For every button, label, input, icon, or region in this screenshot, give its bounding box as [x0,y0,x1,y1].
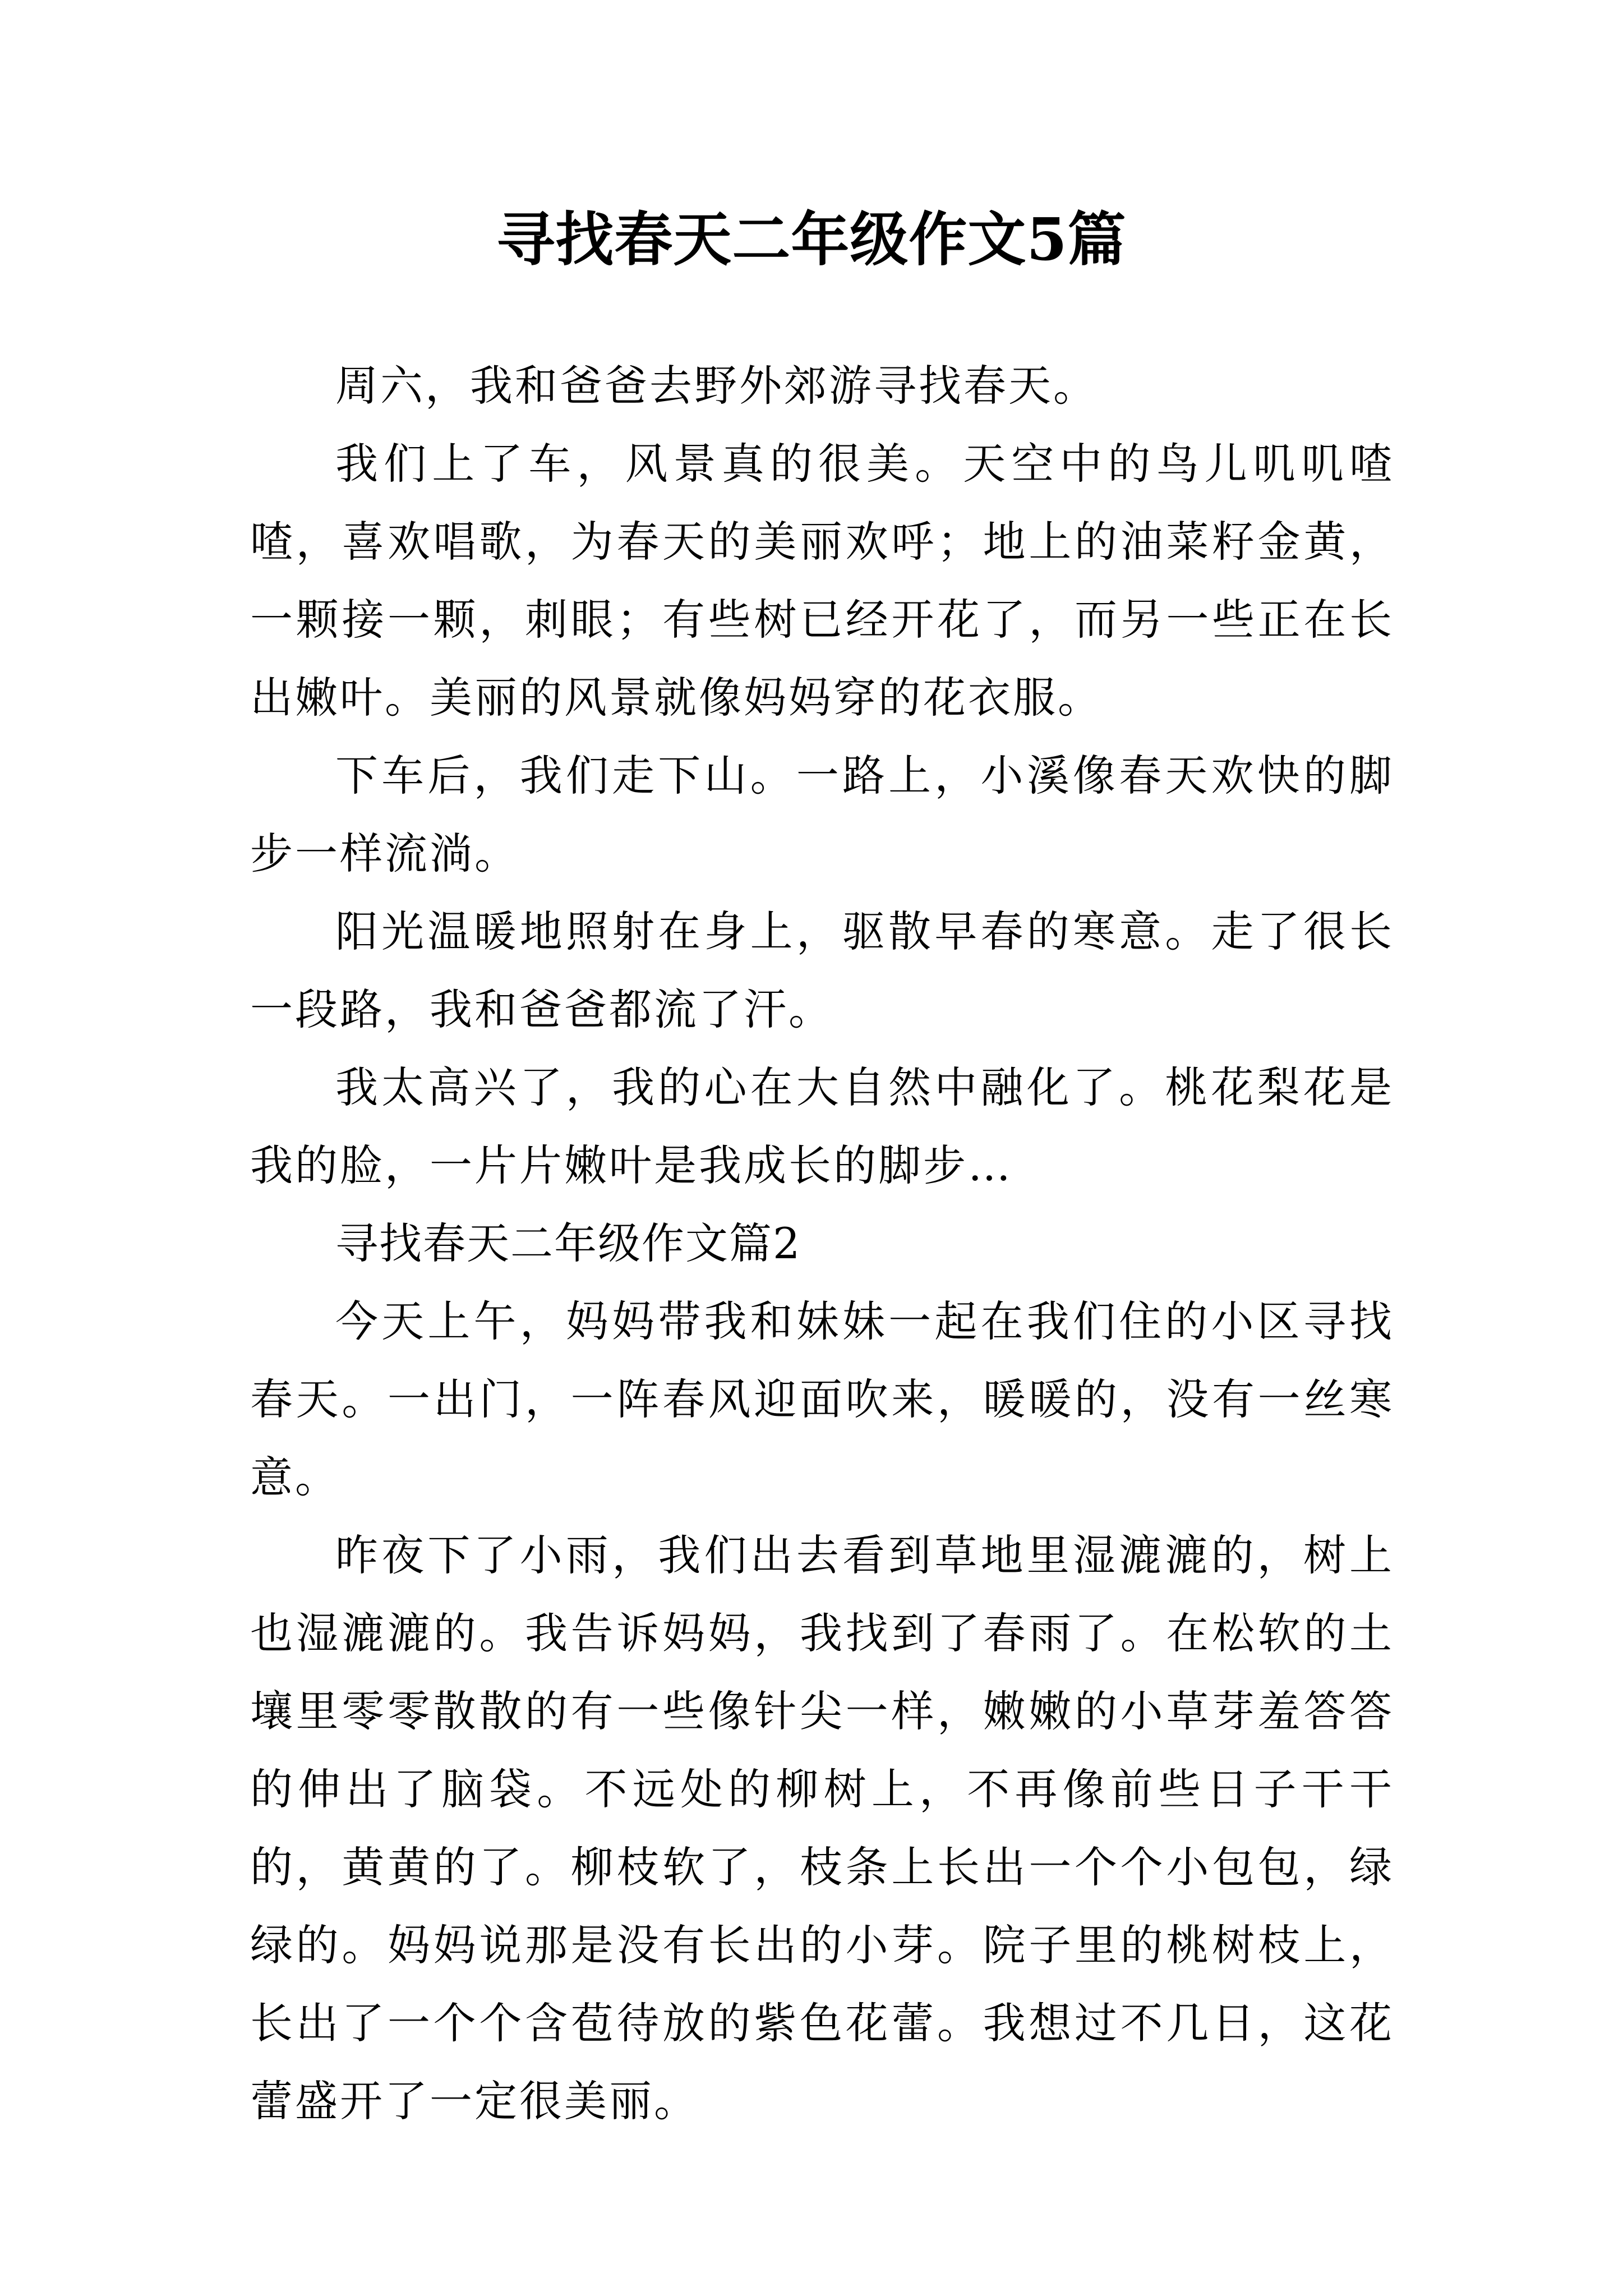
paragraph-2: 我们上了车，风景真的很美。天空中的鸟儿叽叽喳喳，喜欢唱歌，为春天的美丽欢呼；地上的油菜籽金黄，一颗接一颗，刺眼；有些树已经开花了，而另一些正在长出嫩叶。美丽的风景就像妈妈穿的花衣服。 [250,439,1394,723]
paragraph-7: 昨夜下了小雨，我们出去看到草地里湿漉漉的，树上也湿漉漉的。我告诉妈妈，我找到了春雨了。在松软的土壤里零零散散的有一些像针尖一样，嫩嫩的小草芽羞答答的伸出了脑袋。不远处的柳树上，不再像前些日子干干的，黄黄的了。柳枝软了，枝条上长出一个个小包包，绿绿的。妈妈说那是没有长出的小芽。院子里的桃树枝上，长出了一个个含苞待放的紫色花蕾。我想过不几日，这花蕾盛开了一定很美丽。 [250,1530,1394,2126]
document-body [250,347,1394,2140]
paragraph-1: 周六，我和爸爸去野外郊游寻找春天。 [335,361,1098,411]
section-heading-2: 寻找春天二年级作文篇2 [335,1218,801,1268]
paragraph-4: 阳光温暖地照射在身上，驱散早春的寒意。走了很长一段路，我和爸爸都流了汗。 [250,907,1394,1034]
document-title: 寻找春天二年级作文5篇 [496,205,1127,274]
paragraph-5: 我太高兴了，我的心在大自然中融化了。桃花梨花是我的脸，一片片嫩叶是我成长的脚步… [250,1062,1394,1190]
paragraph-6: 今天上午，妈妈带我和妹妹一起在我们住的小区寻找春天。一出门，一阵春风迎面吹来，暖暖的，没有一丝寒意。 [250,1296,1394,1502]
paragraph-3: 下车后，我们走下山。一路上，小溪像春天欢快的脚步一样流淌。 [250,751,1394,878]
